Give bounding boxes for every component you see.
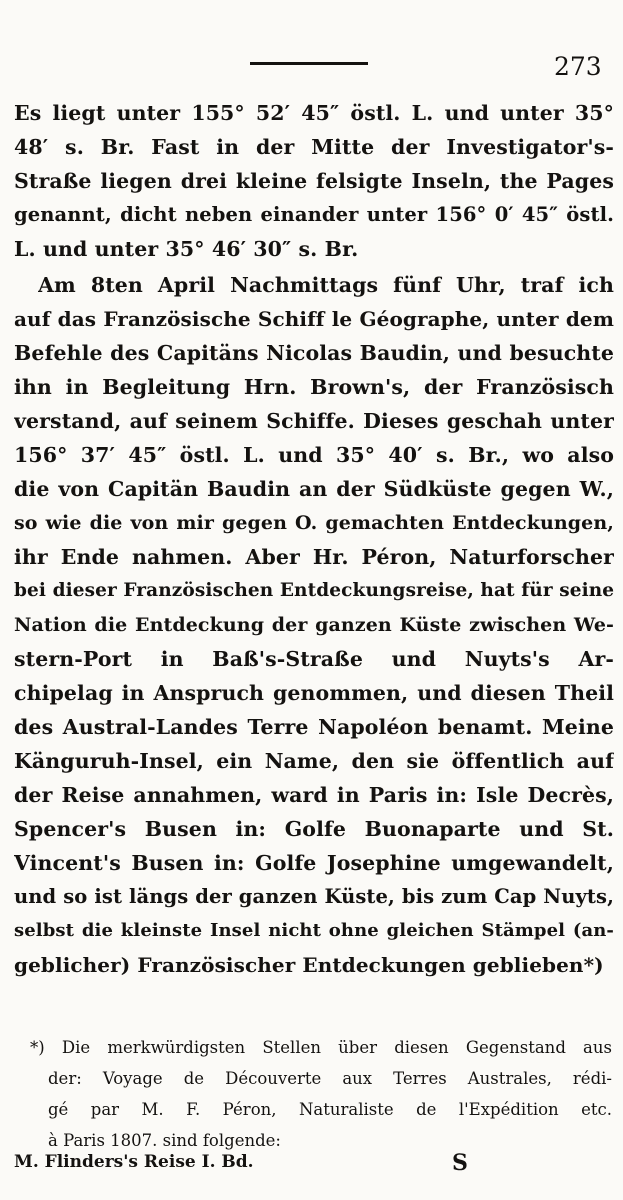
text-line: selbst die kleinste Insel nicht ohne gleichen Stämpel (an-	[14, 920, 614, 941]
text-line: Es liegt unter 155° 52′ 45″ östl. L. und unter 35°	[14, 101, 614, 125]
text-line: so wie die von mir gegen O. gemachten Entdeckungen,	[14, 512, 614, 534]
footnote-line: gé par M. F. Péron, Naturaliste de l'Expédition etc.	[48, 1100, 612, 1119]
signature-mark: M. Flinders's Reise I. Bd.	[14, 1152, 254, 1172]
text-line: genannt, dicht neben einander unter 156° 0′ 45″ östl.	[14, 203, 614, 226]
text-line: Vincent's Busen in: Golfe Josephine umgewandelt,	[14, 851, 614, 875]
text-line: geblicher) Französischer Entdeckungen geblieben*)	[14, 953, 604, 977]
text-line: Nation die Entdeckung der ganzen Küste zwischen We-	[14, 614, 614, 636]
text-line: 156° 37′ 45″ östl. L. und 35° 40′ s. Br., wo also	[14, 443, 614, 467]
text-line: Känguruh-Insel, ein Name, den sie öffentlich auf	[14, 749, 614, 773]
header-rule	[250, 62, 368, 65]
text-line: L. und unter 35° 46′ 30″ s. Br.	[14, 237, 359, 261]
text-line: Befehle des Capitäns Nicolas Baudin, und besuchte	[14, 341, 614, 365]
text-line: Straße liegen drei kleine felsigte Inseln, the Pages	[14, 169, 614, 193]
text-line: ihr Ende nahmen. Aber Hr. Péron, Naturforscher	[14, 545, 614, 569]
page-number: 273	[554, 52, 602, 81]
text-line: bei dieser Französischen Entdeckungsreise, hat für seine	[14, 580, 614, 601]
text-line: die von Capitän Baudin an der Südküste gegen W.,	[14, 477, 614, 501]
text-line: des Austral-Landes Terre Napoléon benamt. Meine	[14, 715, 614, 739]
text-line: auf das Französische Schiff le Géographe, unter dem	[14, 307, 614, 331]
text-line: verstand, auf seinem Schiffe. Dieses geschah unter	[14, 409, 614, 433]
text-line: 48′ s. Br. Fast in der Mitte der Investigator's-	[14, 135, 614, 159]
text-line: stern-Port in Baß's-Straße und Nuyts's Ar-	[14, 647, 614, 671]
footnote-line: *) Die merkwürdigsten Stellen über diesen Gegenstand aus	[30, 1038, 612, 1057]
text-line: Am 8ten April Nachmittags fünf Uhr, traf ich	[38, 273, 614, 297]
text-line: chipelag in Anspruch genommen, und diesen Theil	[14, 681, 614, 705]
text-line: ihn in Begleitung Hrn. Brown's, der Französisch	[14, 375, 614, 399]
footnote-line: der: Voyage de Découverte aux Terres Australes, rédi-	[48, 1069, 612, 1088]
text-line: der Reise annahmen, ward in Paris in: Isle Decrès,	[14, 783, 614, 807]
text-line: Spencer's Busen in: Golfe Buonaparte und St.	[14, 817, 614, 841]
text-line: und so ist längs der ganzen Küste, bis zum Cap Nuyts,	[14, 885, 614, 908]
catchword: S	[452, 1150, 468, 1176]
footnote-line: à Paris 1807. sind folgende:	[48, 1131, 281, 1150]
